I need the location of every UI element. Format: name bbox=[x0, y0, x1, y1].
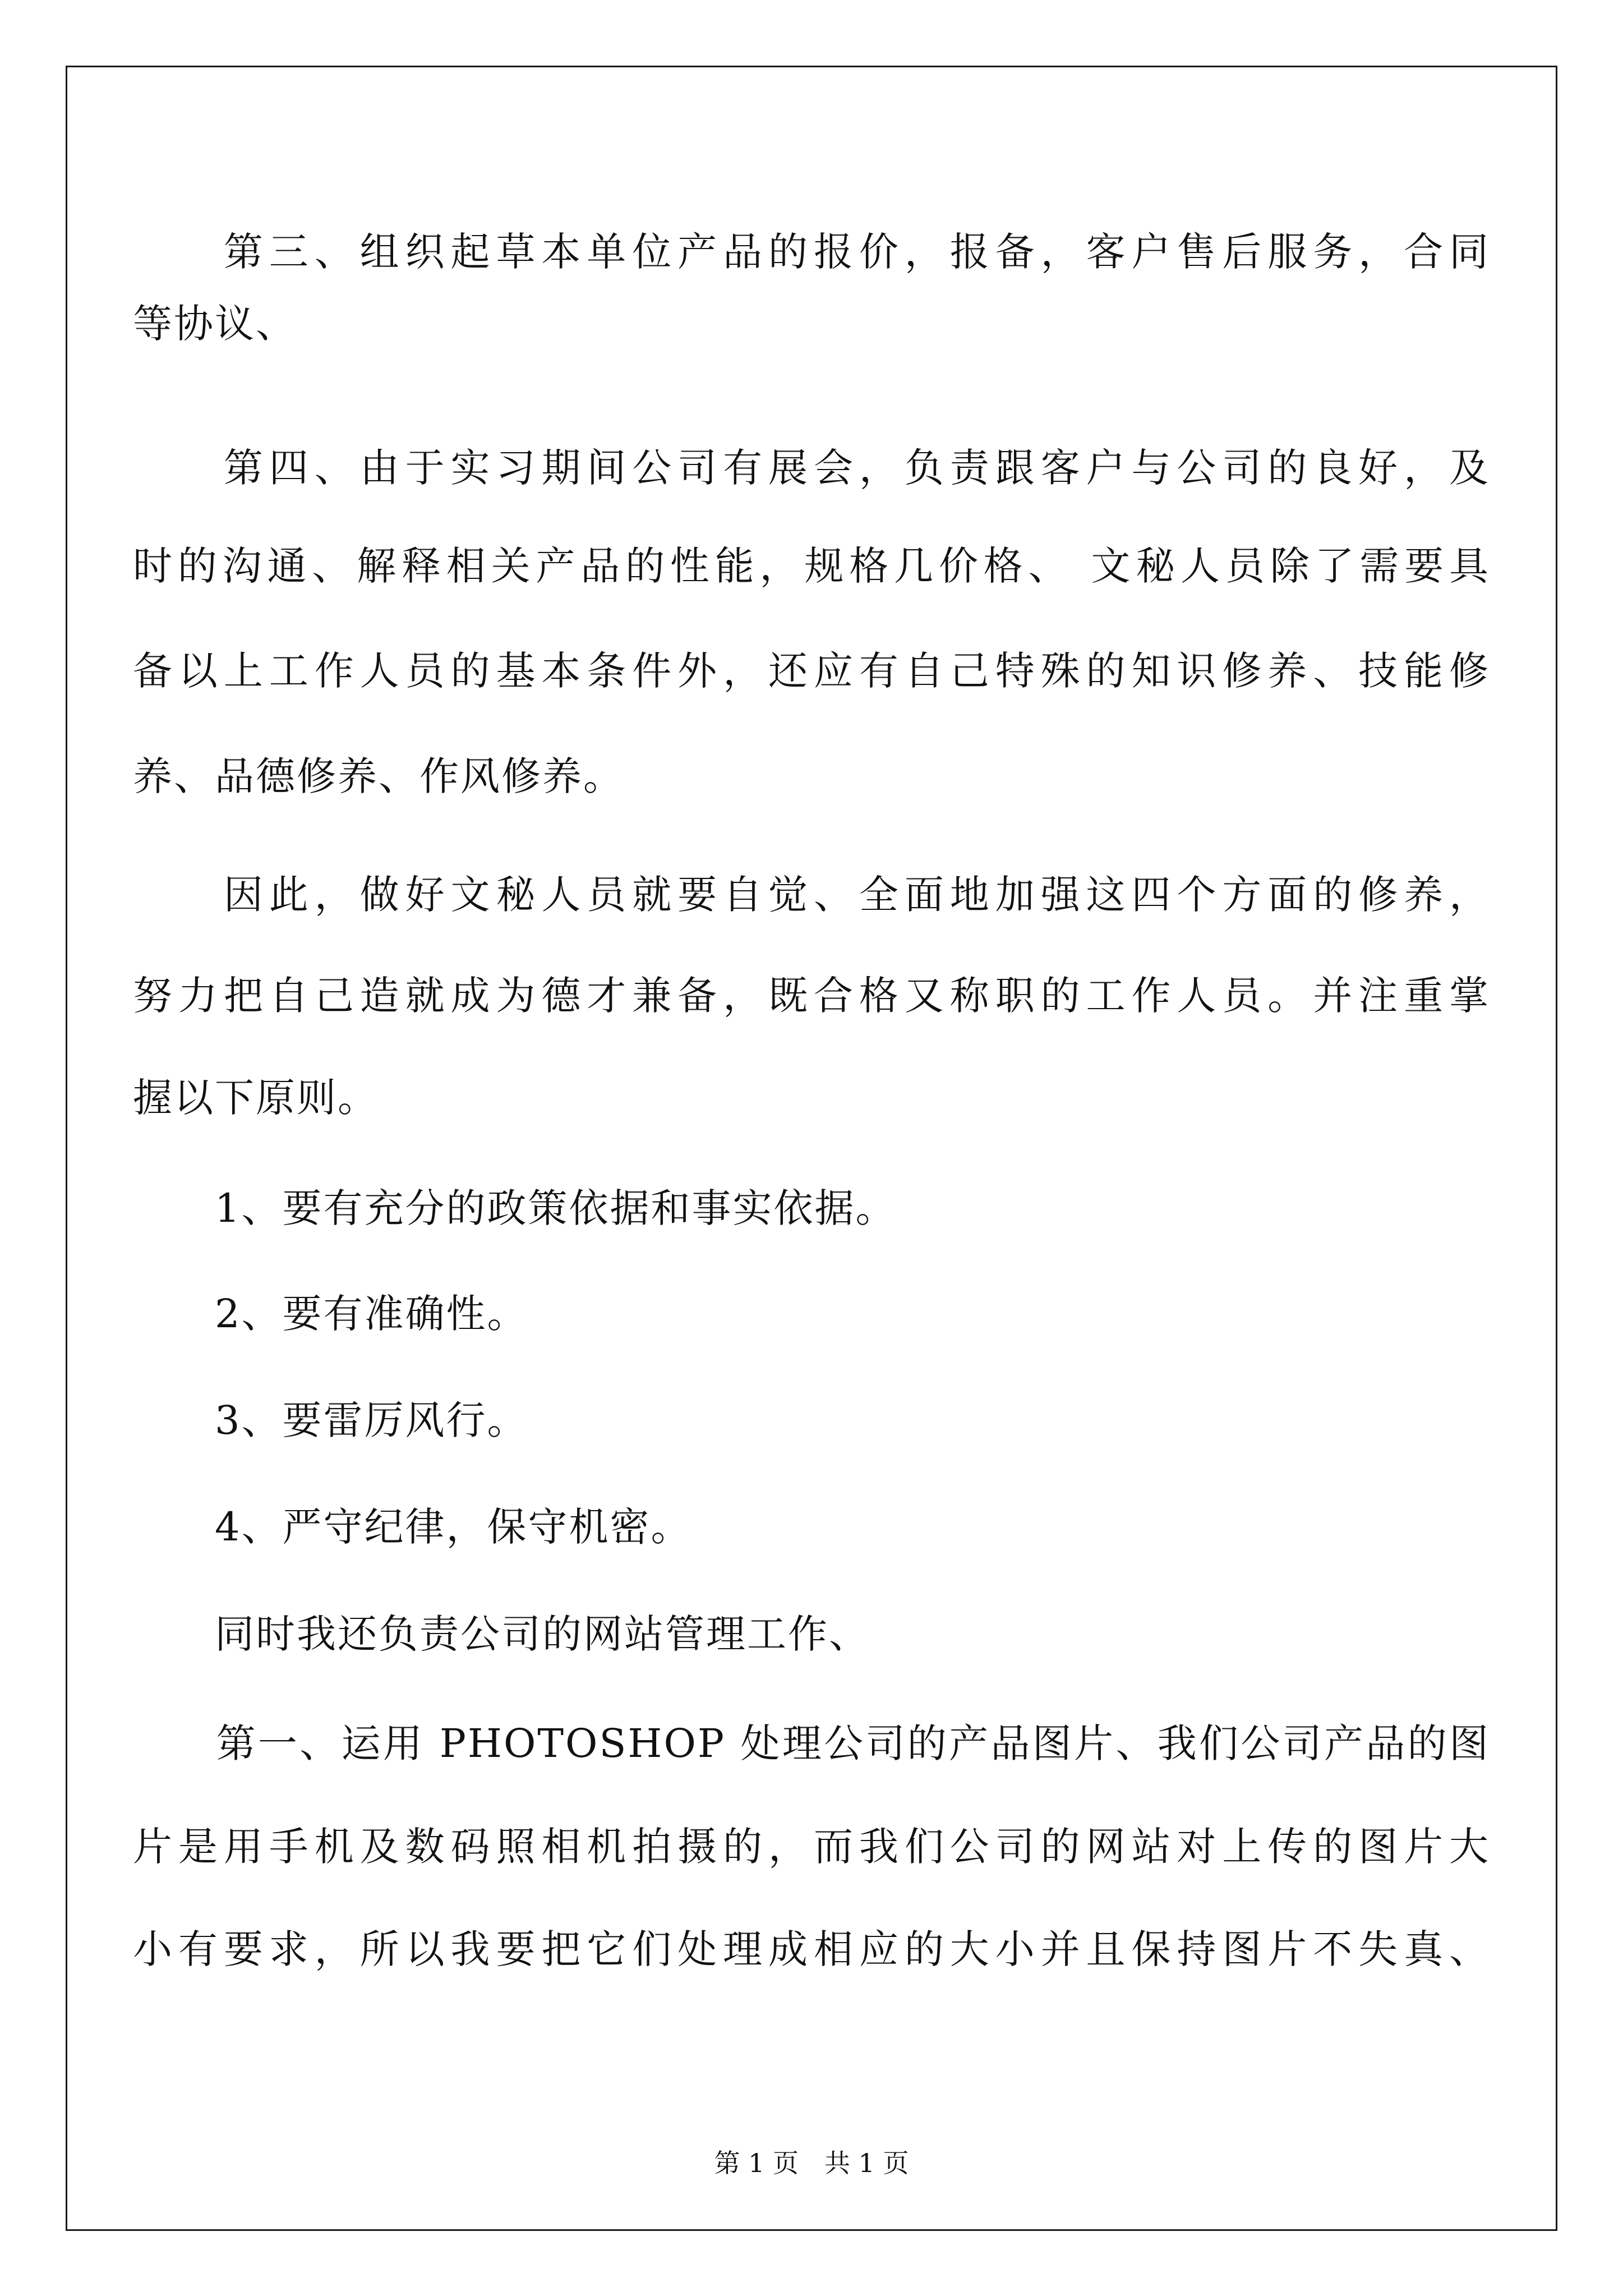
text-line: 2、要有准确性。 bbox=[133, 1291, 528, 1337]
page-number: 第 1 页 共 1 页 bbox=[714, 2148, 909, 2178]
page-border bbox=[66, 66, 1557, 2231]
text-line: 小有要求，所以我要把它们处理成相应的大小并且保持图片不失真、 bbox=[133, 1926, 1490, 1972]
text-line: 备以上工作人员的基本条件外，还应有自己特殊的知识修养、技能修 bbox=[133, 648, 1490, 694]
text-line: 3、要雷厉风行。 bbox=[133, 1397, 528, 1443]
text-line: 第一、运用 PHOTOSHOP 处理公司的产品图片、我们公司产品的图 bbox=[133, 1720, 1490, 1766]
text-line: 1、要有充分的政策依据和事实依据。 bbox=[133, 1185, 897, 1231]
text-line: 同时我还负责公司的网站管理工作、 bbox=[133, 1611, 870, 1657]
text-line: 4、严守纪律，保守机密。 bbox=[133, 1504, 692, 1550]
text-line: 等协议、 bbox=[133, 301, 297, 347]
text-line: 因此，做好文秘人员就要自觉、全面地加强这四个方面的修养， bbox=[133, 872, 1490, 918]
text-line: 片是用手机及数码照相机拍摄的，而我们公司的网站对上传的图片大 bbox=[133, 1824, 1490, 1870]
text-line: 第三、组织起草本单位产品的报价，报备，客户售后服务，合同 bbox=[133, 229, 1490, 275]
text-line: 努力把自己造就成为德才兼备，既合格又称职的工作人员。并注重掌 bbox=[133, 973, 1490, 1019]
text-line: 握以下原则。 bbox=[133, 1075, 379, 1121]
text-line: 第四、由于实习期间公司有展会，负责跟客户与公司的良好，及 bbox=[133, 445, 1490, 491]
text-line: 时的沟通、解释相关产品的性能，规格几价格、 文秘人员除了需要具 bbox=[133, 543, 1490, 589]
text-line: 养、品德修养、作风修养。 bbox=[133, 753, 624, 799]
